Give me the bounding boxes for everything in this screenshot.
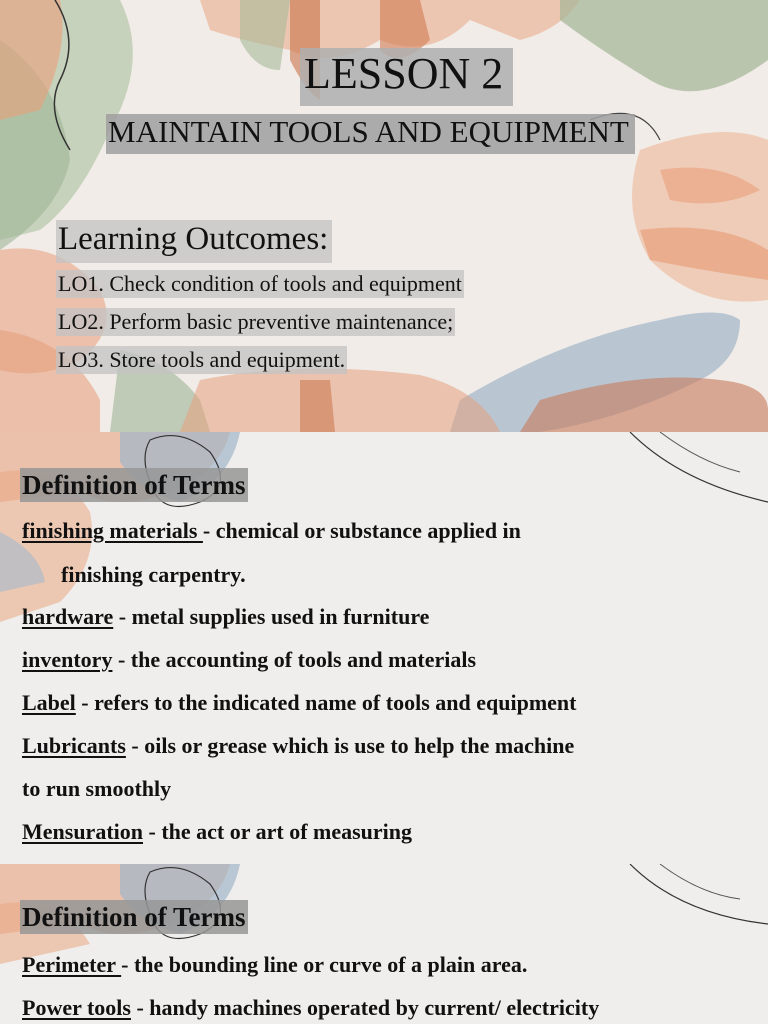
slide-definitions-1: [0, 432, 768, 864]
outcome-item: LO2. Perform basic preventive maintenance;: [58, 309, 454, 334]
definition-item: [22, 735, 574, 757]
lesson-title: LESSON 2: [300, 48, 513, 106]
term: Lubricants: [22, 733, 126, 758]
term: inventory: [22, 647, 113, 672]
definition-continuation: [61, 564, 246, 586]
definition: - the bounding line or curve of a plain area.: [121, 952, 528, 977]
outcome-item: LO1. Check condition of tools and equipment: [58, 271, 462, 296]
lesson-subtitle: MAINTAIN TOOLS AND EQUIPMENT: [106, 114, 635, 154]
definitions-heading: Definition of Terms: [22, 902, 246, 932]
definition: - chemical or substance applied in: [202, 518, 521, 543]
definition: to run smoothly: [22, 776, 172, 801]
definition: - the act or art of measuring: [143, 819, 413, 844]
term: Power tools: [22, 995, 131, 1020]
definition-continuation: [22, 778, 171, 800]
slide-definitions-2: [0, 864, 768, 1024]
slide-lesson-title: [0, 0, 768, 432]
definition-item: [22, 821, 412, 843]
definition-item: [22, 692, 576, 714]
definition: - metal supplies used in furniture: [113, 604, 430, 629]
term: Mensuration: [22, 819, 143, 844]
definition-item: [22, 520, 521, 542]
outcome-item: LO3. Store tools and equipment.: [58, 347, 346, 372]
term: Label: [22, 690, 76, 715]
learning-outcomes-heading: Learning Outcomes:: [56, 220, 332, 263]
definitions-heading: Definition of Terms: [22, 470, 246, 500]
term: Perimeter: [22, 952, 122, 977]
definition-item: [22, 954, 527, 976]
definition: finishing carpentry.: [61, 562, 246, 587]
definition-item: [22, 606, 429, 628]
term: finishing materials: [22, 518, 203, 543]
definition: - handy machines operated by current/ electricity: [130, 995, 600, 1020]
definition-item: [22, 649, 476, 671]
definition: - oils or grease which is use to help the machine: [125, 733, 575, 758]
definition-item: [22, 997, 599, 1019]
term: hardware: [22, 604, 114, 629]
definition: - refers to the indicated name of tools and equipment: [75, 690, 577, 715]
definition: - the accounting of tools and materials: [112, 647, 477, 672]
